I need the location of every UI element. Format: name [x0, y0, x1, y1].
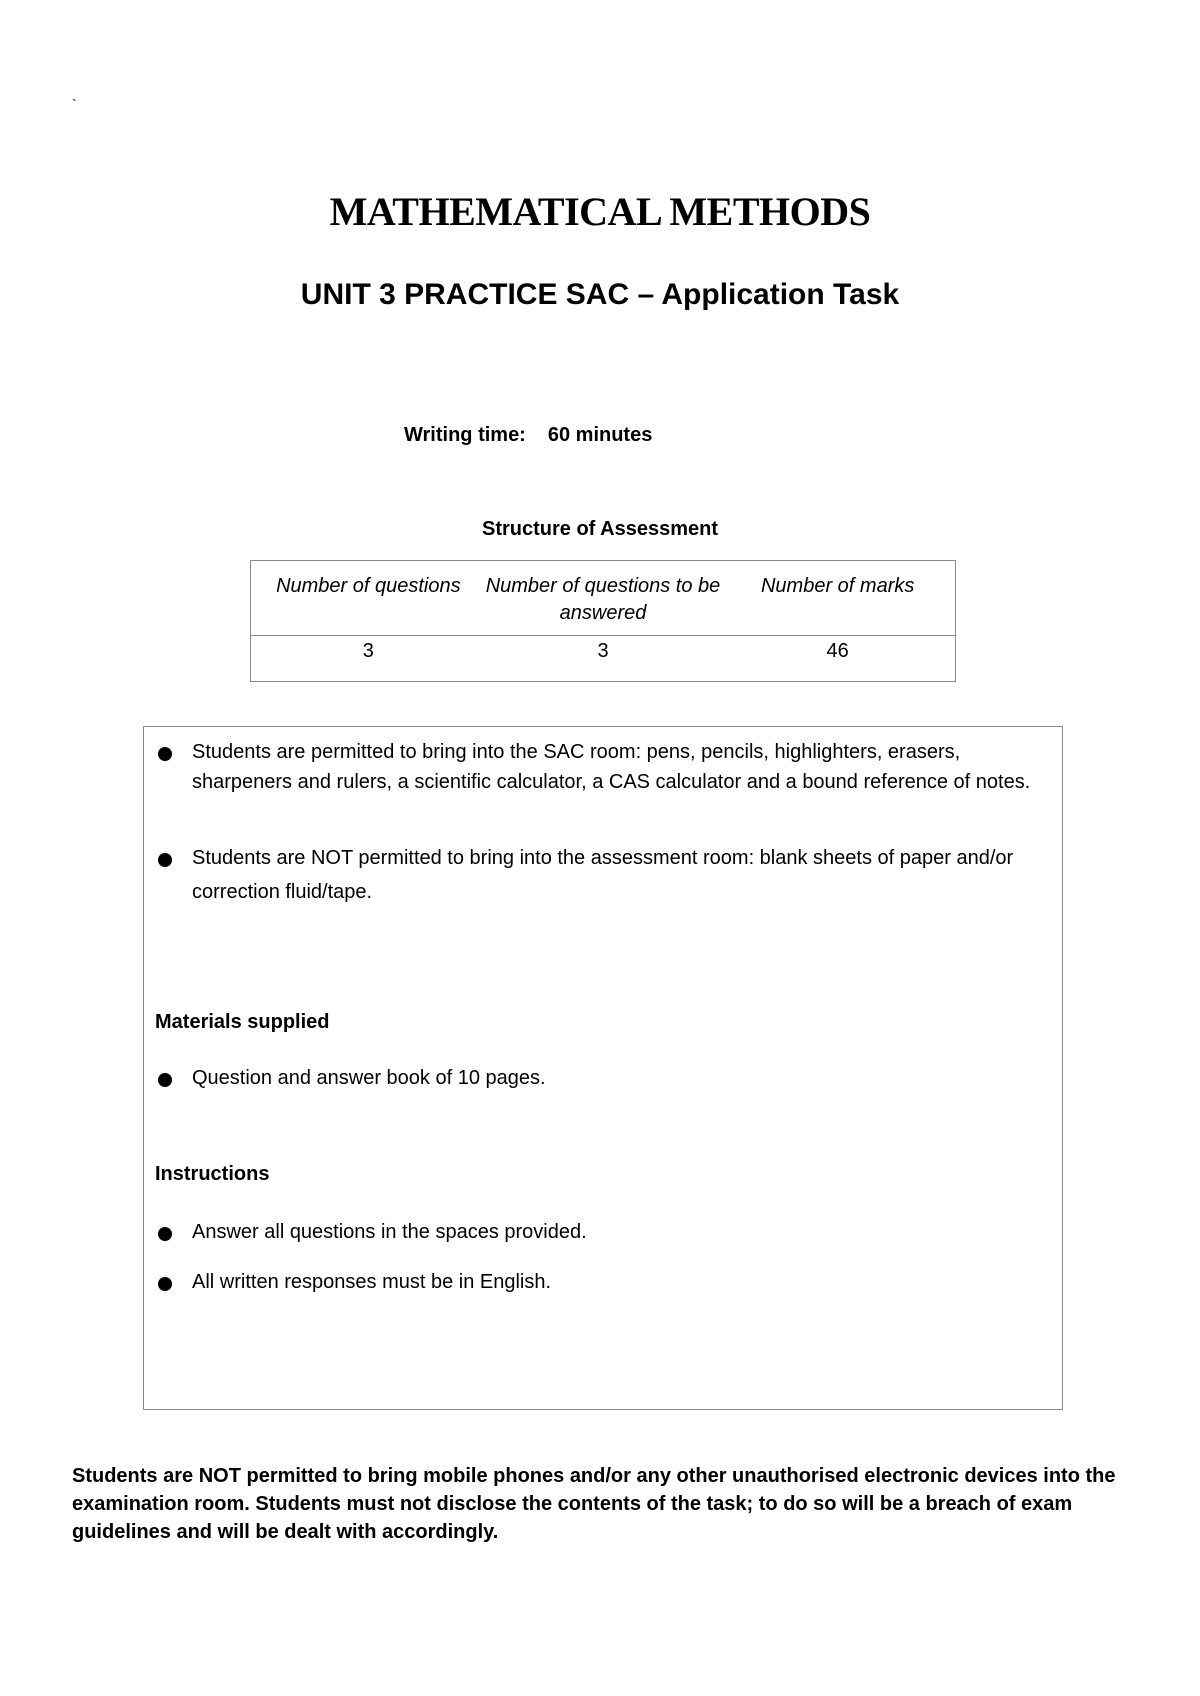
list-item: [156, 1063, 1036, 1093]
header-number-of-questions: Number of questions: [276, 575, 461, 597]
instructions-heading: Instructions: [155, 1163, 270, 1185]
stray-mark: `: [72, 96, 77, 112]
page-subtitle: UNIT 3 PRACTICE SAC – Application Task: [300, 278, 900, 311]
value-number-of-marks: 46: [826, 640, 849, 662]
materials-item-text: Question and answer book of 10 pages.: [192, 1067, 546, 1089]
list-item: [156, 737, 1036, 797]
bullet-icon: [158, 1073, 172, 1087]
writing-time-value: 60 minutes: [547, 424, 653, 446]
bullet-icon: [158, 1227, 172, 1241]
bullet-icon: [158, 1277, 172, 1291]
bullet-icon: [158, 747, 172, 761]
header-number-of-marks: Number of marks: [760, 575, 915, 597]
writing-time-label: Writing time:: [404, 424, 526, 446]
header-questions-to-answer: Number of questions to be answered: [485, 575, 721, 624]
value-number-of-questions: 3: [362, 640, 374, 662]
permitted-items-text: Students are permitted to bring into the SAC room: pens, pencils, highlighters, erasers, sharpeners and rulers, a scientific calculator, a CAS calculator and a bound reference of notes.: [192, 741, 1031, 793]
bullet-icon: [158, 853, 172, 867]
value-questions-to-answer: 3: [597, 640, 609, 662]
list-item: [156, 841, 1036, 909]
list-item: [156, 1217, 1036, 1247]
structure-table: [250, 560, 956, 682]
list-item: [156, 1267, 1036, 1297]
structure-table-value-row: [251, 636, 955, 680]
materials-heading: Materials supplied: [155, 1011, 330, 1033]
structure-table-header-row: [251, 561, 955, 636]
instructions-box: [143, 726, 1063, 1410]
page-title: MATHEMATICAL METHODS: [329, 189, 871, 234]
instruction-item-text: Answer all questions in the spaces provided.: [192, 1221, 587, 1243]
instruction-item-text: All written responses must be in English.: [192, 1271, 552, 1293]
writing-time: [404, 424, 652, 447]
not-permitted-items-text: Students are NOT permitted to bring into the assessment room: blank sheets of paper and/or correction fluid/tape.: [192, 847, 1014, 903]
structure-heading: Structure of Assessment: [482, 518, 718, 540]
footer-warning: Students are NOT permitted to bring mobile phones and/or any other unauthorised electronic devices into the examination room. Students must not disclose the contents of the task; to do so will be a breach of exam guidelines and will be dealt with accordingly.: [72, 1465, 1116, 1543]
